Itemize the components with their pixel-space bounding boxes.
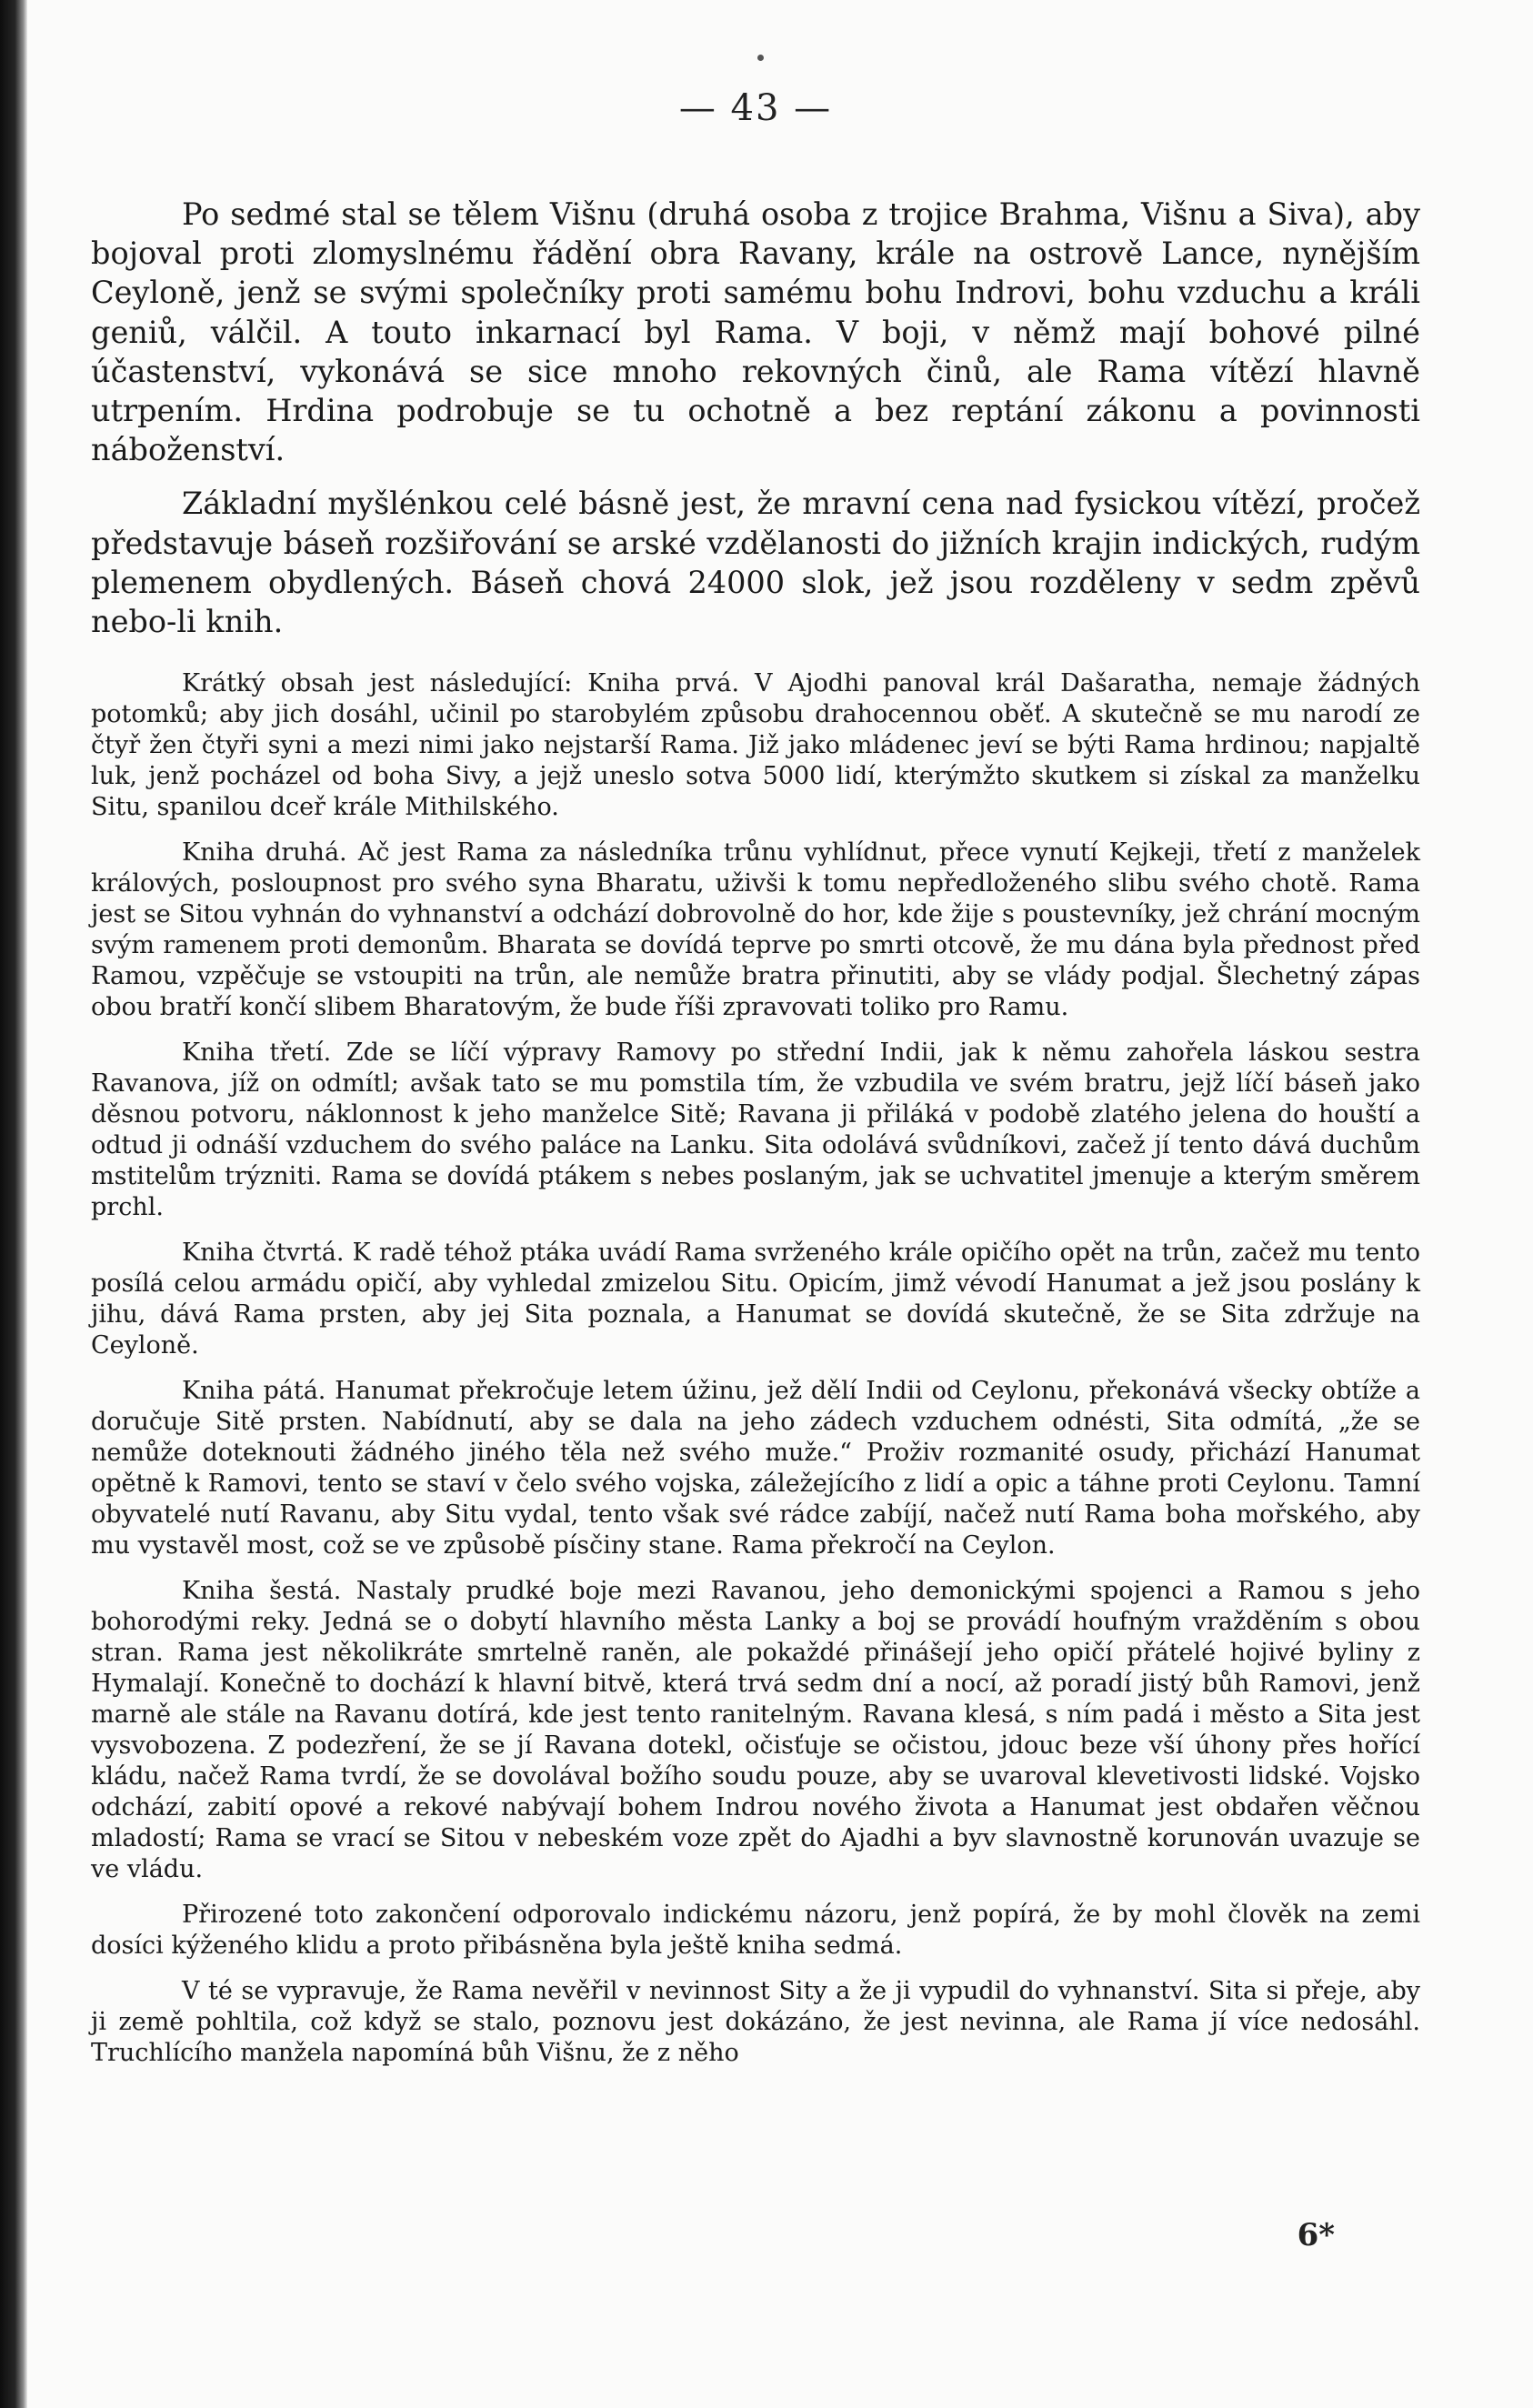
summary-paragraph: V té se vypravuje, že Rama nevěřil v nevinnost Sity a že ji vypudil do vyhnanství. Sita si přeje, aby ji země pohltila, což když se stalo, poznovu jest dokázáno, že jest nevinna, ale Rama jí více nedosáhl. Truchlícího manžela napomíná bůh Višnu, že z něho bbox=[91, 1977, 1420, 2068]
page-number: — 43 — bbox=[678, 87, 833, 129]
book-spine-edge bbox=[0, 0, 27, 2408]
summary-paragraph: Kniha třetí. Zde se líčí výpravy Ramovy po střední Indii, jak k němu zahořela láskou sestra Ravanova, jíž on odmítl; avšak tato se mu pomstila tím, že vzbudila ve svém bratru, jejž líčí báseň jako děsnou potvoru, náklonnost k jeho manželce Sitě; Ravana ji přiláká v podobě zlatého jelena do houští a odtud ji odnáší vzduchem do svého paláce na Lanku. Sita odolává svůdníkovi, začež jí tento dává duchům mstitelům trýzniti. Rama se dovídá ptákem s nebes poslaným, jak se uchvatitel jmenuje a kterým směrem prchl. bbox=[91, 1038, 1420, 1222]
summary-paragraph: Krátký obsah jest následující: Kniha prvá. V Ajodhi panoval král Dašaratha, nemaje žádných potomků; aby jich dosáhl, učinil po starobylém způsobu drahocennou oběť. A skutečně se mu narodí ze čtyř žen čtyři syni a mezi nimi jako nejstarší Rama. Již jako mládenec jeví se býti Rama hrdinou; napjaltě luk, jenž pocházel od boha Sivy, a jejž uneslo sotva 5000 lidí, kterýmžto skutkem si získal za manželku Situ, spanilou dceř krále Mithilského. bbox=[91, 669, 1420, 822]
intro-paragraph: Po sedmé stal se tělem Višnu (druhá osoba z trojice Brahma, Višnu a Siva), aby bojoval proti zlomyslnému řádění obra Ravany, krále na ostrově Lance, nynějším Ceyloně, jenž se svými společníky proti samému bohu Indrovi, bohu vzduchu a králi geniů, válčil. A touto inkarnací byl Rama. V boji, v němž mají bohové pilné účastenství, vykonává se sice mnoho rekovných činů, ale Rama vítězí hlavně utrpením. Hrdina podrobuje se tu ochotně a bez reptání zákonu a povinnosti náboženství. bbox=[91, 196, 1420, 468]
summary-paragraph: Kniha šestá. Nastaly prudké boje mezi Ravanou, jeho demonickými spojenci a Ramou s jeho bohorodými reky. Jedná se o dobytí hlavního města Lanky a boj se provádí houfným vražděním s obou stran. Rama jest několikráte smrtelně raněn, ale pokaždé přinášejí jeho opičí přátelé hojivé byliny z Hymalají. Konečně to dochází k hlavní bitvě, která trvá sedm dní a nocí, až poradí jistý bůh Ramovi, jenž marně ale stále na Ravanu dotírá, kde jest tento ranitelným. Ravana klesá, s ním padá i město a Sita jest vysvobozena. Z podezření, že se jí Ravana dotekl, očisťuje se očistou, jdouc beze vší úhony přes hořící kládu, načež Rama tvrdí, že se dovolával božího soudu pouze, aby se uvaroval klevetivosti lidské. Vojsko odchází, zabití opové a rekové nabývají bohem Indrou nového života a Hanumat jest obdařen věčnou mladostí; Rama se vrací se Sitou v nebeském voze zpět do Ajadhi a byv slavnostně korunován uvazuje se ve vládu. bbox=[91, 1577, 1420, 1884]
summary-section bbox=[91, 668, 1420, 2069]
page-content bbox=[91, 87, 1420, 2069]
intro-paragraph: Základní myšlénkou celé básně jest, že mravní cena nad fysickou vítězí, pročež představuje báseň rozšiřování se arské vzdělanosti do jižních krajin indických, rudým plemenem obydlených. Báseň chová 24000 slok, jež jsou rozděleny v sedm zpěvů nebo-li knih. bbox=[91, 486, 1420, 640]
signature-mark: 6* bbox=[1297, 2217, 1335, 2253]
summary-paragraph: Kniha druhá. Ač jest Rama za následníka trůnu vyhlídnut, přece vynutí Kejkeji, třetí z manželek králových, posloupnost pro svého syna Bharatu, uživši k tomu nepředloženého slibu svého chotě. Rama jest se Sitou vyhnán do vyhnanství a odchází dobrovolně do hor, kde žije s poustevníky, jež chrání mocným svým ramenem proti demonům. Bharata se dovídá teprve po smrti otcově, že mu dána byla přednost před Ramou, vzpěčuje se vstoupiti na trůn, ale nemůže bratra přinutiti, aby se vlády podjal. Šlechetný zápas obou bratří končí slibem Bharatovým, že bude říši zpravovati toliko pro Ramu. bbox=[91, 838, 1420, 1022]
intro-section bbox=[91, 195, 1420, 641]
summary-paragraph: Přirozené toto zakončení odporovalo indickému názoru, jenž popírá, že by mohl člověk na zemi dosíci kýženého klidu a proto přibásněna byla ještě kniha sedmá. bbox=[91, 1901, 1420, 1961]
summary-paragraph: Kniha čtvrtá. K radě téhož ptáka uvádí Rama svrženého krále opičího opět na trůn, začež mu tento posílá celou armádu opičí, aby vyhledal zmizelou Situ. Opicím, jimž vévodí Hanumat a jež jsou poslány k jihu, dává Rama prsten, aby jej Sita poznala, a Hanumat se dovídá skutečně, že se Sita zdržuje na Ceyloně. bbox=[91, 1239, 1420, 1360]
print-speck bbox=[757, 55, 764, 61]
summary-paragraph: Kniha pátá. Hanumat překročuje letem úžinu, jež dělí Indii od Ceylonu, překonává všecky obtíže a doručuje Sitě prsten. Nabídnutí, aby se dala na jeho zádech vzduchem odnésti, Sita odmítá, „že se nemůže doteknouti žádného jiného těla než svého muže.“ Proživ rozmanité osudy, přichází Hanumat opětně k Ramovi, tento se staví v čelo svého vojska, záležejícího z lidí a opic a táhne proti Ceylonu. Tamní obyvatelé nutí Ravanu, aby Situ vydal, tento však své rádce zabíjí, načež nutí Rama boha mořského, aby mu vystavěl most, což se ve způsobě písčiny stane. Rama překročí na Ceylon. bbox=[91, 1377, 1420, 1560]
